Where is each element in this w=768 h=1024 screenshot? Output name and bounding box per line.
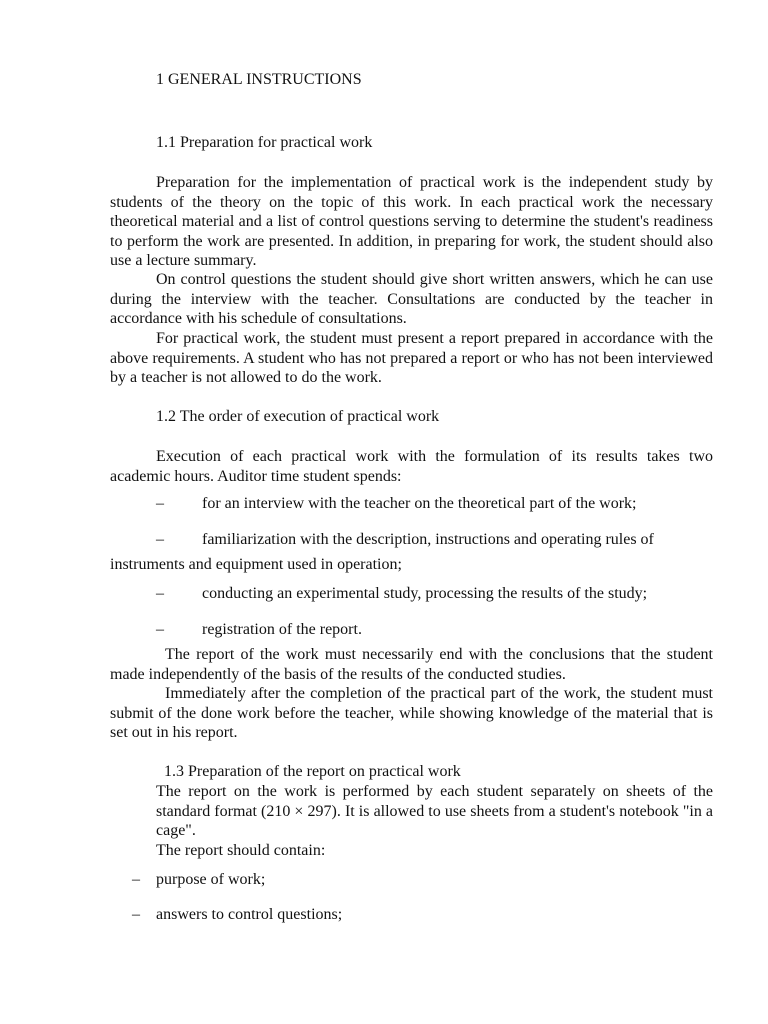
contain-line: The report should contain: bbox=[156, 842, 326, 859]
dash-bullet: – bbox=[132, 906, 140, 923]
paragraph bbox=[156, 782, 713, 841]
paragraph-text: The report on the work is performed by each student separately on sheets of the standard format (210 × 297). It is allowed to use sheets from a student's notebook "in a cage". bbox=[156, 783, 713, 839]
subsection-heading-1-3: 1.3 Preparation of the report on practical work bbox=[164, 763, 461, 780]
paragraph bbox=[110, 270, 713, 329]
dash-bullet: – bbox=[156, 531, 164, 548]
paragraph bbox=[110, 684, 713, 743]
paragraph-text: Immediately after the completion of the practical part of the work, the student must submit of the done work before the teacher, while showing knowledge of the material that is set out in his report. bbox=[110, 685, 713, 741]
list-item-text: conducting an experimental study, processing the results of the study; bbox=[202, 585, 648, 602]
paragraph-text: Execution of each practical work with the formulation of its results takes two academic hours. Auditor time student spends: bbox=[110, 448, 713, 485]
list-item-continuation: instruments and equipment used in operation; bbox=[110, 556, 402, 573]
dash-bullet: – bbox=[132, 871, 140, 888]
paragraph-text: The report of the work must necessarily end with the conclusions that the student made independently of the basis of the results of the conducted studies. bbox=[110, 646, 713, 683]
paragraph bbox=[110, 329, 713, 388]
paragraph bbox=[110, 447, 713, 486]
dash-bullet: – bbox=[156, 495, 164, 512]
list-item-text: familiarization with the description, instructions and operating rules of bbox=[202, 531, 654, 548]
paragraph-text: For practical work, the student must present a report prepared in accordance with the above requirements. A student who has not prepared a report or who has not been interviewed by a teacher is not allowed to do the work. bbox=[110, 330, 713, 386]
list-item-text: purpose of work; bbox=[156, 871, 266, 888]
paragraph-text: On control questions the student should give short written answers, which he can use during the interview with the teacher. Consultations are conducted by the teacher in accordance with his schedule of consultations. bbox=[110, 271, 713, 327]
section-heading: 1 GENERAL INSTRUCTIONS bbox=[156, 71, 362, 88]
paragraph bbox=[110, 173, 713, 271]
list-item-text: registration of the report. bbox=[202, 621, 362, 638]
dash-bullet: – bbox=[156, 585, 164, 602]
dash-bullet: – bbox=[156, 621, 164, 638]
paragraph-text: Preparation for the implementation of practical work is the independent study by students of the theory on the topic of this work. In each practical work the necessary theoretical material and a list of control questions serving to determine the student's readiness to perform the work are presented. In addition, in preparing for work, the student should also use a lecture summary. bbox=[110, 174, 713, 269]
list-item-text: answers to control questions; bbox=[156, 906, 343, 923]
subsection-heading-1-2: 1.2 The order of execution of practical work bbox=[156, 408, 440, 425]
paragraph bbox=[110, 645, 713, 684]
list-item-text: for an interview with the teacher on the theoretical part of the work; bbox=[202, 495, 637, 512]
subsection-heading-1-1: 1.1 Preparation for practical work bbox=[156, 134, 373, 151]
